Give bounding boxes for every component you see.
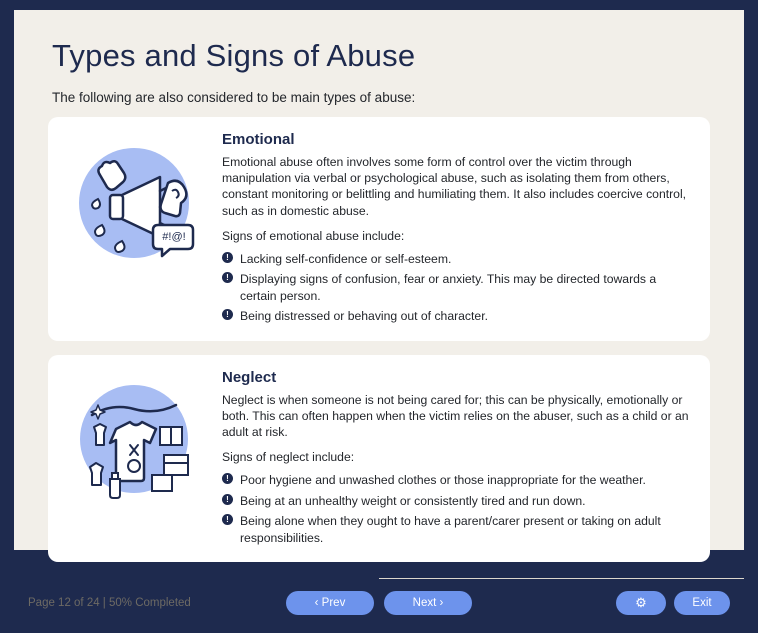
card-neglect xyxy=(48,355,710,563)
list-item xyxy=(222,251,694,267)
gear-icon: ⚙ xyxy=(635,595,647,611)
exit-button[interactable]: Exit xyxy=(674,591,730,615)
speech-bubble-text: #!@! xyxy=(162,231,186,243)
page-title: Types and Signs of Abuse xyxy=(52,38,416,73)
settings-button[interactable] xyxy=(616,591,666,615)
exclamation-icon: ! xyxy=(222,494,233,505)
next-button[interactable]: Next › xyxy=(384,591,472,615)
exclamation-icon: ! xyxy=(222,514,233,525)
card-paragraph: Emotional abuse often involves some form of control over the victim through manipulation via verbal or psychological abuse, such as isolating them from others, constant monitoring or belittling and humiliating them. It also includes coercive control, such as in domestic abuse. xyxy=(222,155,687,218)
page-status-text: Page 12 of 24 | 50% Completed xyxy=(28,597,191,610)
list-item-label: Being distressed or behaving out of character. xyxy=(240,309,488,324)
card-subheading: Signs of emotional abuse include: xyxy=(222,228,405,243)
emotional-abuse-illustration xyxy=(60,129,208,329)
list-item xyxy=(222,308,694,324)
exclamation-icon: ! xyxy=(222,309,233,320)
list-item-label: Being at an unhealthy weight or consistently tired and run down. xyxy=(240,493,586,508)
list-item xyxy=(222,493,694,509)
exclamation-icon: ! xyxy=(222,473,233,484)
list-item xyxy=(222,513,694,546)
slide-frame xyxy=(14,10,744,611)
list-item-label: Lacking self-confidence or self-esteem. xyxy=(240,251,452,266)
card-title: Emotional xyxy=(222,131,295,148)
neglect-illustration xyxy=(60,367,208,551)
list-item xyxy=(222,271,694,304)
card-subheading: Signs of neglect include: xyxy=(222,450,355,465)
prev-button[interactable]: ‹ Prev xyxy=(286,591,374,615)
card-emotional xyxy=(48,117,710,341)
progress-bar-fill xyxy=(14,577,379,580)
intro-text: The following are also considered to be main types of abuse: xyxy=(52,90,416,105)
list-item-label: Displaying signs of confusion, fear or anxiety. This may be directed towards a certain person. xyxy=(240,272,657,303)
list-item xyxy=(222,472,694,488)
list-item-label: Being alone when they ought to have a parent/carer present or taking on adult responsibilities. xyxy=(240,514,661,545)
footer-bar xyxy=(14,578,744,633)
exclamation-icon: ! xyxy=(222,252,233,263)
navigation-buttons xyxy=(286,591,472,615)
exclamation-icon: ! xyxy=(222,272,233,283)
progress-bar xyxy=(14,577,744,580)
slide-content xyxy=(14,10,744,576)
card-title: Neglect xyxy=(222,368,277,386)
card-paragraph: Neglect is when someone is not being cared for; this can be physically, emotionally or both. This can often happen when the victim relies on the abuser, such as a child or an adult at risk. xyxy=(222,392,689,440)
card-neglect-body xyxy=(222,367,694,551)
card-bullet-list xyxy=(222,251,694,325)
card-emotional-body xyxy=(222,129,694,329)
list-item-label: Poor hygiene and unwashed clothes or those inappropriate for the weather. xyxy=(240,473,646,488)
utility-buttons xyxy=(616,591,730,615)
card-bullet-list xyxy=(222,472,694,546)
